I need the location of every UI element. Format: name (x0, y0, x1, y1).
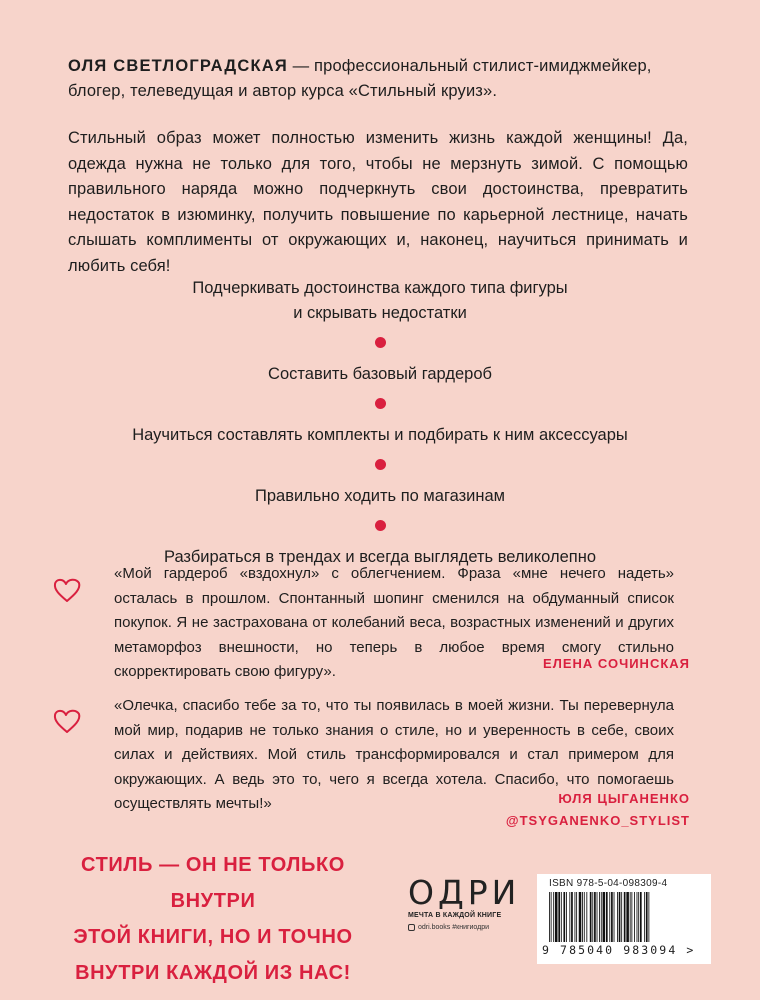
skill-item: Разбираться в трендах и всегда выглядеть великолепно (163, 548, 597, 566)
slogan-line: ВНУТРИ КАЖДОЙ ИЗ НАС! (75, 962, 351, 984)
bullet-dot (375, 398, 386, 409)
author-handle: @TSYGANENKO_STYLIST (505, 813, 690, 828)
publisher-name: ОДРИ (408, 873, 521, 912)
bullet-dot (375, 520, 386, 531)
instagram-icon (408, 924, 415, 931)
barcode (549, 892, 701, 942)
testimonial-quote: «Олечка, спасибо тебе за то, что ты появилась в моей жизни. Ты перевернула мой мир, подарив не только знания о стиле, но и уверенность в себе, своих силах и действиях. Мой стиль трансформировался и стал примером для окружающих. А ведь это то, чего я всегда хотела. Спасибо, что помогаешь осуществлять мечты!» (114, 697, 674, 812)
testimonial-quote: «Мой гардероб «вздохнул» с облегчением. Фраза «мне нечего надеть» осталась в прошлом. Спонтанный шопинг сменился на обдуманный список покупок. Я не застрахована от колебаний веса, возрастных изменений и других метаморфоз внешности, но теперь в любое время смогу стильно скорректировать свою фигуру». (114, 565, 674, 680)
author-description: — профессиональный стилист-имиджмейкер, блогер, телеведущая и автор курса «Стильный круиз». (68, 57, 652, 100)
author-name: ОЛЯ СВЕТЛОГРАДСКАЯ (68, 57, 288, 75)
author-name: ЮЛЯ ЦЫГАНЕНКО (558, 791, 690, 806)
author-name: ЕЛЕНА СОЧИНСКАЯ (543, 656, 690, 671)
skill-item: Правильно ходить по магазинам (254, 487, 506, 505)
isbn-digits: 9 785040 983094 > (542, 943, 696, 957)
publisher-tagline: МЕЧТА В КАЖДОЙ КНИГЕ (408, 912, 502, 919)
heart-icon (52, 707, 82, 735)
slogan-line: ЭТОЙ КНИГИ, НО И ТОЧНО (73, 926, 353, 948)
skill-item (0, 276, 760, 326)
publisher-social (408, 924, 520, 931)
slogan-line: СТИЛЬ — ОН НЕ ТОЛЬКО ВНУТРИ (81, 854, 345, 912)
isbn-barcode-box (537, 874, 711, 964)
skill-item: Составить базовый гардероб (268, 365, 492, 383)
skills-list (0, 276, 760, 570)
testimonial-author (543, 653, 690, 675)
publisher-social-text: odri.books #книгиодри (418, 924, 490, 931)
slogan (48, 847, 378, 991)
skill-text: Подчеркивать достоинства каждого типа фигуры (192, 279, 568, 297)
publisher-logo (408, 873, 521, 931)
isbn-label: ISBN 978-5-04-098309-4 (549, 878, 668, 889)
bullet-dot (375, 337, 386, 348)
skill-text: и скрывать недостатки (293, 304, 467, 322)
testimonial-author (506, 788, 690, 832)
author-intro (68, 54, 696, 104)
skill-item: Научиться составлять комплекты и подбирать к ним аксессуары (132, 426, 628, 444)
description-paragraph: Стильный образ может полностью изменить жизнь каждой женщины! Да, одежда нужна не только для того, чтобы не мерзнуть зимой. С помощью правильного наряда можно подчеркнуть свои достоинства, превратить недостаток в изюминку, получить повышение по карьерной лестнице, начать слышать комплименты от окружающих и, наконец, научиться принимать и любить себя! (68, 129, 688, 275)
heart-icon (52, 576, 82, 604)
bullet-dot (375, 459, 386, 470)
